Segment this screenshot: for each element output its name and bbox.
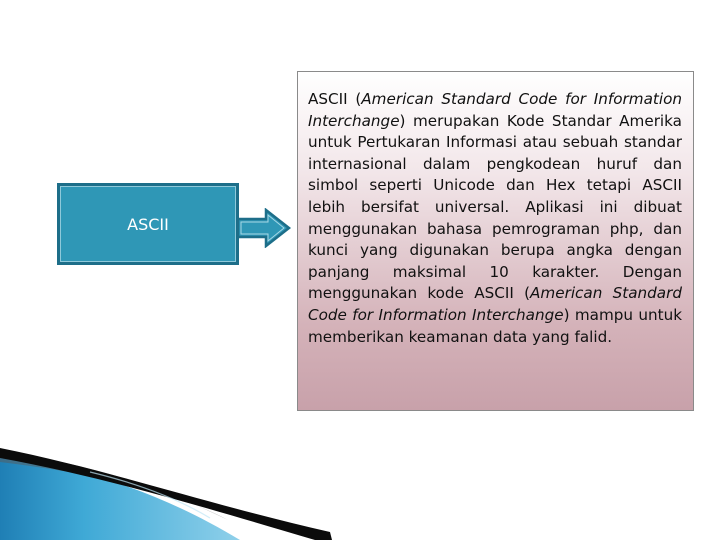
ascii-box <box>57 183 239 265</box>
right-arrow-icon <box>236 208 292 248</box>
paragraph-italic-2: American Standard Code for Information Interchange <box>308 284 682 324</box>
paragraph-text-1: ASCII ( <box>308 90 362 108</box>
description-panel <box>297 71 694 411</box>
ascii-box-label: ASCII <box>127 214 169 234</box>
decorative-swoosh <box>0 440 720 540</box>
paragraph-text-3: ) mampu untuk memberikan keamanan data yang falid. <box>308 305 682 346</box>
paragraph-text-2: ) merupakan Kode Standar Amerika untuk Pertukaran Informasi atau sebuah standar internasional dalam pengkodean huruf dan simbol seperti Unicode dan Hex tetapi ASCII lebih bersifat universal. Aplikasi ini dibuat menggunakan bahasa pemrograman php, dan kunci yang digunakan berupa angka dengan panjang maksimal 10 karakter. Dengan menggunakan kode ASCII ( <box>308 111 682 303</box>
paragraph-italic-1: American Standard Code for Information Interchange <box>308 90 682 130</box>
